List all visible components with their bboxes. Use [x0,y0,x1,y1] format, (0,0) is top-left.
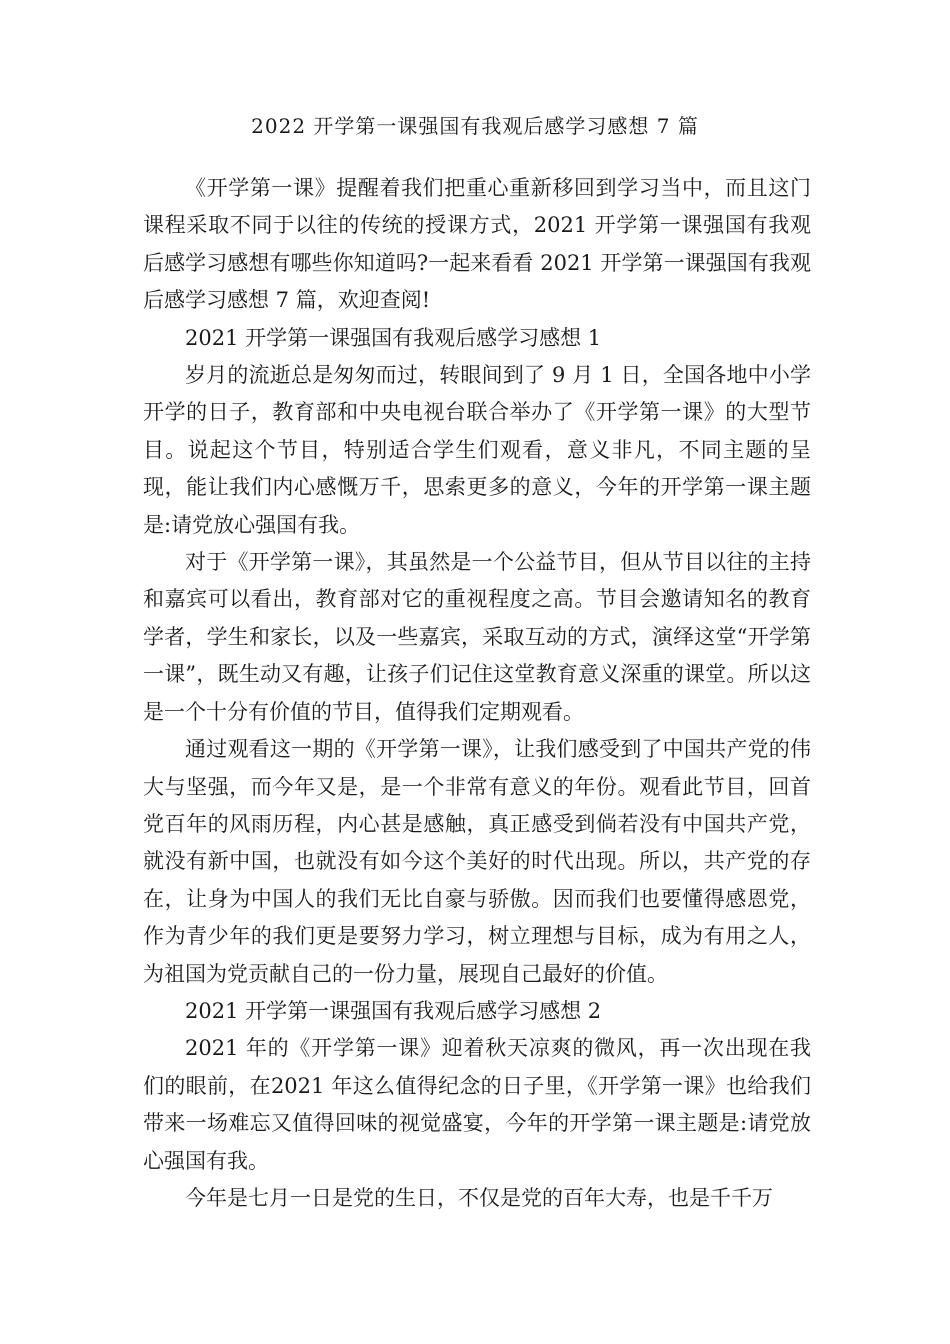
paragraph: 今年是七月一日是党的生日，不仅是党的百年大寿，也是千千万 [185,1185,773,1210]
section-heading-1: 2021 开学第一课强国有我观后感学习感想 1 [185,325,602,350]
paragraph: 通过观看这一期的《开学第一课》，让我们感受到了中国共产党的伟大与坚强，而今年又是，是一个非常有意义的年份。观看此节目，回首党百年的风雨历程，内心甚是感触，真正感受到倘若没有中国共产党，就没有新中国，也就没有如今这个美好的时代出现。所以，共产党的存在，让身为中国人的我们无比自豪与骄傲。因而我们也要懂得感恩党，作为青少年的我们更是要努力学习，树立理想与目标，成为有用之人，为祖国为党贡献自己的一份力量，展现自己最好的价值。 [143,737,811,986]
document-body [143,170,811,1217]
section-heading-2: 2021 开学第一课强国有我观后感学习感想 2 [185,998,602,1023]
paragraph: 对于《开学第一课》，其虽然是一个公益节目，但从节目以往的主持和嘉宾可以看出，教育部对它的重视程度之高。节目会邀请知名的教育学者，学生和家长，以及一些嘉宾，采取互动的方式，演绎这堂“开学第一课”，既生动又有趣，让孩子们记住这堂教育意义深重的课堂。所以这是一个十分有价值的节目，值得我们定期观看。 [143,550,811,724]
paragraph: 岁月的流逝总是匆匆而过，转眼间到了 9 月 1 日，全国各地中小学开学的日子，教育部和中央电视台联合举办了《开学第一课》的大型节目。说起这个节目，特别适合学生们观看，意义非凡，不同主题的呈现，能让我们内心感慨万千，思索更多的意义，今年的开学第一课主题是:请党放心强国有我。 [143,363,811,537]
paragraph: 2021 年的《开学第一课》迎着秋天凉爽的微风，再一次出现在我们的眼前，在2021 年这么值得纪念的日子里，《开学第一课》也给我们带来一场难忘又值得回味的视觉盛宴，今年的开学第一课主题是:请党放心强国有我。 [143,1036,811,1173]
document-title: 2022 开学第一课强国有我观后感学习感想 7 篇 [251,114,699,138]
intro-paragraph: 《开学第一课》提醒着我们把重心重新移回到学习当中，而且这门课程采取不同于以往的传统的授课方式，2021 开学第一课强国有我观后感学习感想有哪些你知道吗?一起来看看 2021 开学第一课强国有我观后感学习感想 7 篇，欢迎查阅! [143,176,811,313]
